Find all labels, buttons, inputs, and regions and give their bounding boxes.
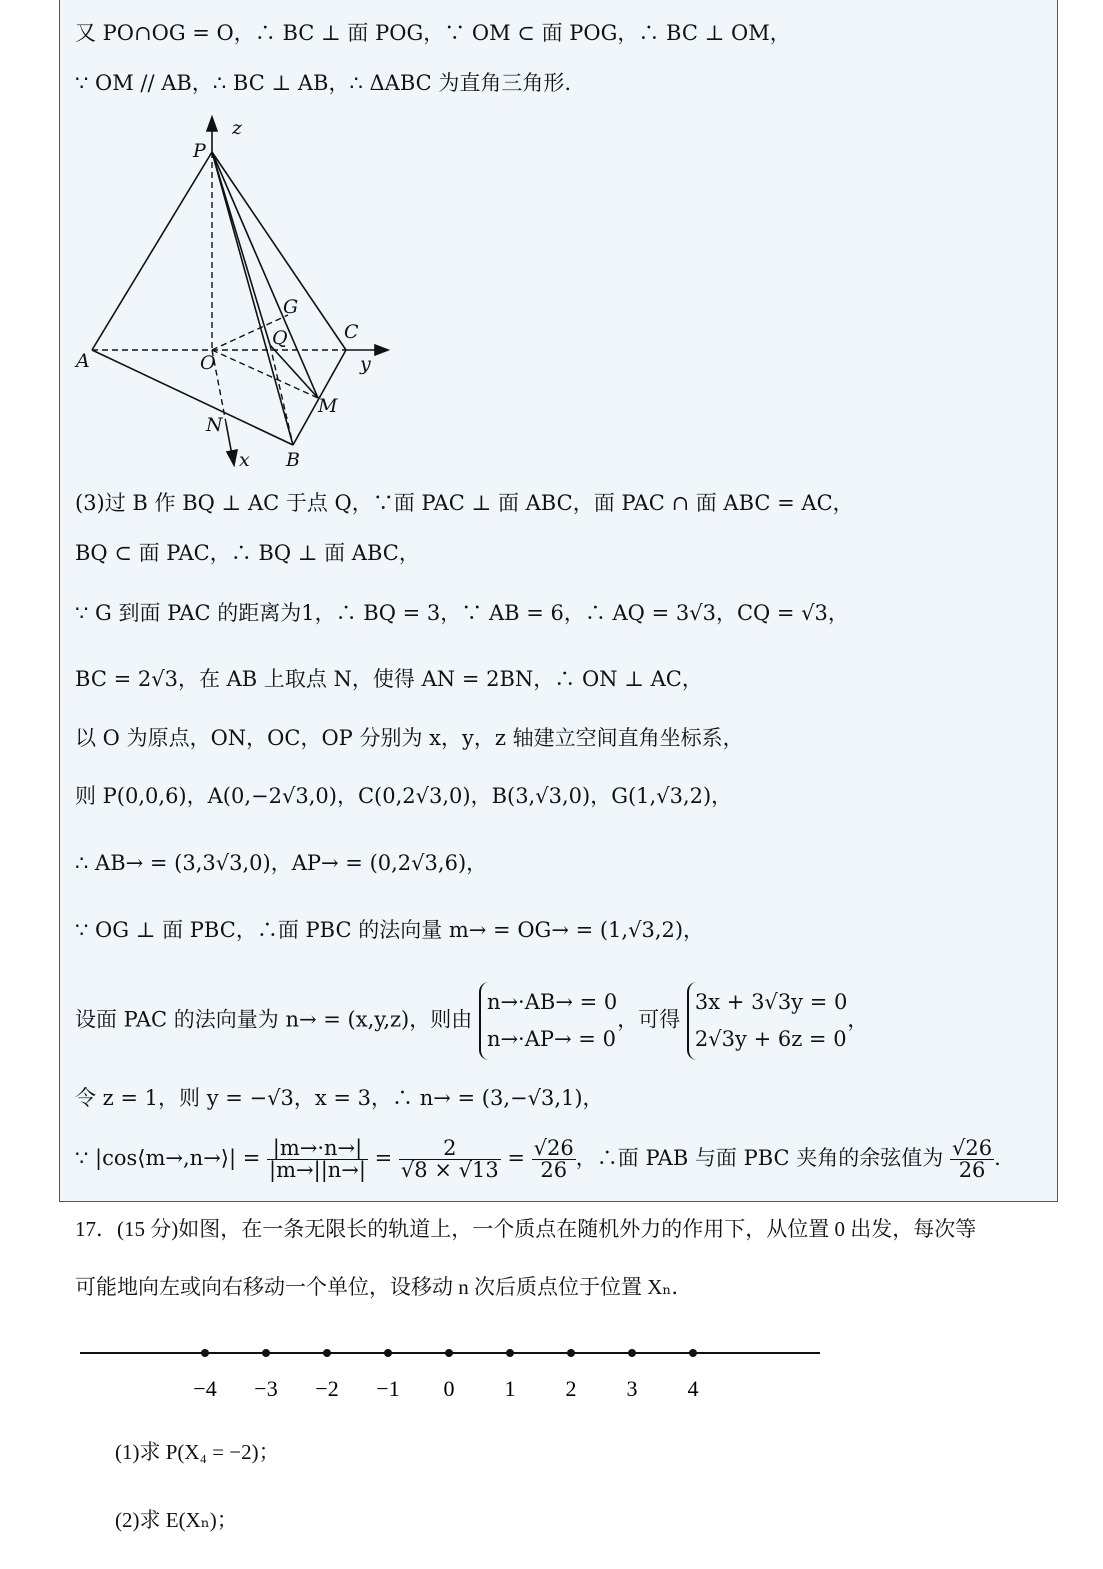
number-line-tick-label: 2 xyxy=(565,1376,577,1400)
label-P: P xyxy=(193,140,206,162)
question-17-line-2: 可能地向左或向右移动一个单位，设移动 n 次后质点位于位置 Xₙ． xyxy=(75,1275,693,1299)
solution-line-6: BC = 2√3，在 AB 上取点 N，使得 AN = 2BN，∴ ON ⊥ AC， xyxy=(75,667,703,691)
question-17-line-1: 17．(15 分)如图，在一条无限长的轨道上，一个质点在随机外力的作用下，从位置 0 出发，每次等 xyxy=(75,1217,977,1241)
number-line xyxy=(75,1320,835,1400)
number-line-tick-label: −4 xyxy=(193,1376,217,1400)
system1-eq1: n→·AB→ = 0 xyxy=(486,990,618,1014)
solution-line-10: ∵ OG ⊥ 面 PBC，∴面 PBC 的法向量 m→ = OG→ = (1,√3,2)， xyxy=(75,918,705,942)
label-Q: Q xyxy=(272,327,288,349)
label-C: C xyxy=(344,321,359,343)
equation-system-2 xyxy=(687,982,847,1060)
label-y: y xyxy=(360,353,371,375)
label-O: O xyxy=(200,352,216,374)
number-line-tick-label: −2 xyxy=(315,1376,339,1400)
fraction-result xyxy=(532,1138,576,1181)
number-line-point xyxy=(567,1349,575,1357)
number-line-tick-label: −1 xyxy=(376,1376,400,1400)
number-line-point xyxy=(628,1349,636,1357)
normal-vector-prefix: 设面 PAC 的法向量为 n→ = (x,y,z)，则由 xyxy=(75,1007,473,1032)
frac2-num: 2 xyxy=(399,1138,501,1160)
number-line-point xyxy=(323,1349,331,1357)
system2-eq2: 2√3y + 6z = 0 xyxy=(694,1026,847,1051)
fraction-two-over-roots xyxy=(399,1138,501,1181)
solution-line-3: (3)过 B 作 BQ ⊥ AC 于点 Q，∵面 PAC ⊥ 面 ABC，面 PAC ∩ 面 ABC = AC， xyxy=(75,491,854,515)
number-line-tick-label: −3 xyxy=(254,1376,278,1400)
solution-line-1: 又 PO∩OG = O，∴ BC ⊥ 面 POG，∵ OM ⊂ 面 POG，∴ BC ⊥ OM， xyxy=(75,21,791,45)
normal-vector-line xyxy=(75,982,868,1060)
let-z-line: 令 z = 1，则 y = −√3，x = 3，∴ n→ = (3,−√3,1)， xyxy=(75,1086,604,1110)
equation-system-1 xyxy=(479,982,617,1060)
system1-eq2: n→·AP→ = 0 xyxy=(486,1026,616,1051)
label-M: M xyxy=(318,395,338,417)
number-line-tick-label: 1 xyxy=(504,1376,516,1400)
number-line-tick-label: 0 xyxy=(443,1376,455,1400)
frac3-den: 26 xyxy=(540,1158,568,1182)
number-line-tick-label: 3 xyxy=(626,1376,638,1400)
solution-line-5: ∵ G 到面 PAC 的距离为1，∴ BQ = 3，∵ AB = 6，∴ AQ = 3√3，CQ = √3， xyxy=(75,601,849,625)
tetrahedron-figure xyxy=(70,110,410,475)
end-dot: . xyxy=(994,1146,1001,1170)
frac1-den: |m→||n→| xyxy=(269,1158,366,1182)
label-A: A xyxy=(76,350,90,372)
solution-line-8: 则 P(0,0,6)，A(0,−2√3,0)，C(0,2√3,0)，B(3,√3,0)，G(1,√3,2)， xyxy=(75,784,733,808)
normal-vector-mid: ，可得 xyxy=(617,1007,681,1032)
number-line-point xyxy=(201,1349,209,1357)
solution-line-2: ∵ OM // AB，∴ BC ⊥ AB，∴ ΔABC 为直角三角形. xyxy=(75,71,572,95)
number-line-point xyxy=(689,1349,697,1357)
sub-question-2: (2)求 E(Xₙ)； xyxy=(115,1508,238,1532)
frac3-num: √26 xyxy=(533,1136,574,1160)
normal-vector-suffix: ， xyxy=(847,1007,869,1032)
cosine-line: ∵ |cos⟨m→,n→⟩| = $\frac{|m\to\cdot n\to|}{|m\to||n\to|}$ = $\frac{2}{√8 \times √13}$ = $\frac{√26}{26}$ ，∴面 PAB 与面 PBC 夹角的余弦值为 $\frac{√26}{26}$ . xyxy=(75,1136,1001,1182)
fraction-dot-over-norm xyxy=(267,1138,368,1181)
number-line-point xyxy=(262,1349,270,1357)
label-B: B xyxy=(286,449,300,471)
number-line-point xyxy=(445,1349,453,1357)
solution-line-9: ∴ AB→ = (3,3√3,0)，AP→ = (0,2√3,6)， xyxy=(75,851,488,875)
solution-line-7: 以 O 为原点，ON，OC，OP 分别为 x，y，z 轴建立空间直角坐标系， xyxy=(75,726,744,750)
solution-line-4: BQ ⊂ 面 PAC，∴ BQ ⊥ 面 ABC， xyxy=(75,541,420,565)
cos-prefix: ∵ |cos⟨m→,n→⟩| = xyxy=(75,1146,261,1170)
number-line-tick-label: 4 xyxy=(687,1376,699,1400)
frac2-den: √8 × √13 xyxy=(400,1158,499,1182)
cos-suffix: ，∴面 PAB 与面 PBC 夹角的余弦值为 xyxy=(575,1146,944,1170)
number-line-point xyxy=(506,1349,514,1357)
label-N: N xyxy=(206,414,223,436)
frac4-num: √26 xyxy=(952,1136,993,1160)
sub-question-1: (1)求 P(X₄ = −2)； xyxy=(115,1440,280,1464)
number-line-point xyxy=(384,1349,392,1357)
fraction-answer xyxy=(950,1138,994,1181)
label-x: x xyxy=(239,449,250,471)
system2-eq1: 3x + 3√3y = 0 xyxy=(694,990,848,1014)
label-z: z xyxy=(232,117,243,139)
frac4-den: 26 xyxy=(958,1158,986,1182)
frac1-num: |m→·n→| xyxy=(267,1138,368,1160)
label-G: G xyxy=(283,296,299,318)
